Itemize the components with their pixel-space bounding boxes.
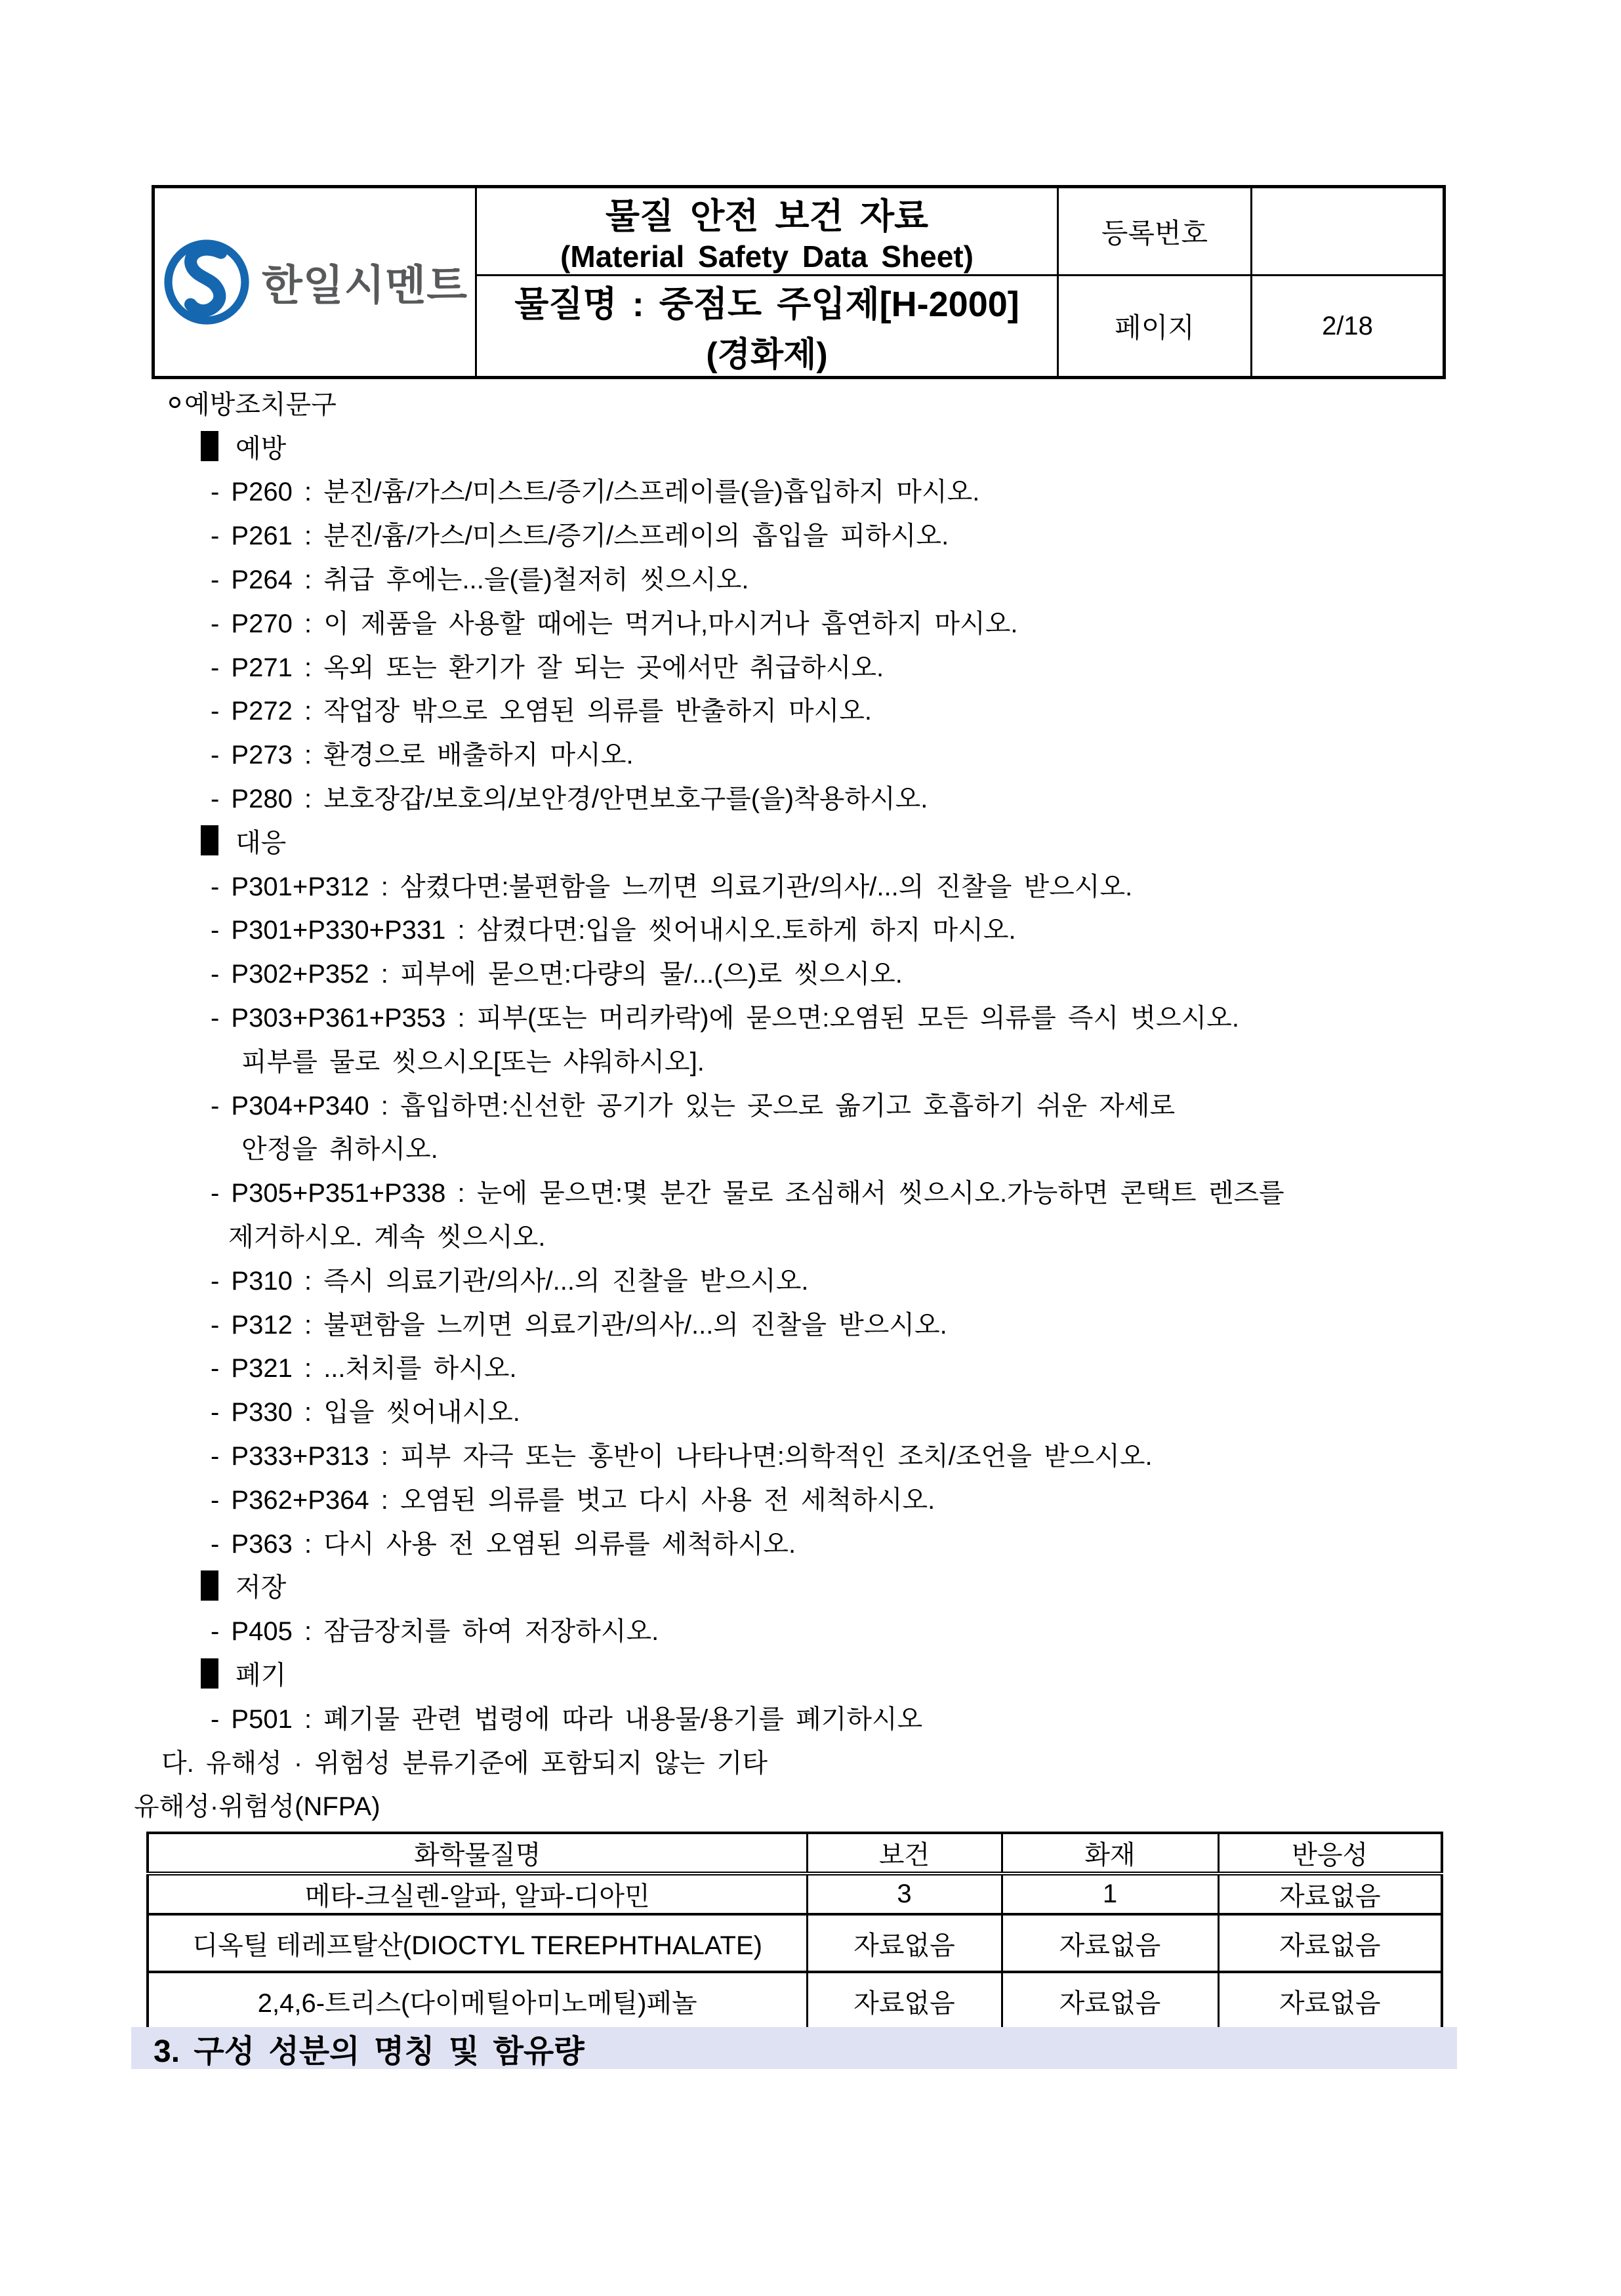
square-bullet-icon: [201, 1658, 218, 1689]
text-line-text: - P264 : 취급 후에는...을(를)철저히 씻으시오.: [211, 565, 749, 595]
nfpa-table-cell: 자료없음: [1002, 1914, 1218, 1972]
nfpa-table-row: [148, 1972, 1442, 2030]
text-line-text: - P301+P330+P331 : 삼켰다면:입을 씻어내시오.토하게 하지 마시오.: [211, 916, 1016, 945]
text-line-text: - P333+P313 : 피부 자극 또는 홍반이 나타나면:의학적인 조치/조언을 받으시오.: [211, 1442, 1153, 1471]
text-line-text: - P261 : 분진/흄/가스/미스트/증기/스프레이의 흡입을 피하시오.: [211, 522, 949, 551]
text-line: [0, 1432, 1621, 1476]
text-line: [0, 1038, 1621, 1082]
nfpa-table-row: [148, 1914, 1442, 1972]
nfpa-header-row: [148, 1833, 1442, 1874]
text-line: [0, 556, 1621, 600]
company-name: 한일시멘트: [261, 262, 468, 309]
text-line-text: - P363 : 다시 사용 전 오염된 의류를 세척하시오.: [211, 1529, 796, 1559]
nfpa-table-cell: 자료없음: [1218, 1972, 1442, 2030]
text-line-text: 피부를 물로 씻으시오[또는 샤워하시오].: [241, 1047, 705, 1076]
text-line-text: - P330 : 입을 씻어내시오.: [211, 1398, 520, 1427]
square-bullet-icon: [201, 825, 218, 855]
nfpa-column-header: 화재: [1002, 1833, 1218, 1874]
text-line-text: - P270 : 이 제품을 사용할 때에는 먹거나,마시거나 흡연하지 마시오.: [211, 609, 1018, 638]
nfpa-column-header: 반응성: [1218, 1833, 1442, 1874]
nfpa-table-cell: 자료없음: [807, 1972, 1002, 2030]
text-line: [0, 1739, 1621, 1783]
text-line: [0, 1301, 1621, 1345]
text-line-text: 예방: [236, 434, 287, 463]
document-title-korean: 물질 안전 보건 자료: [605, 197, 929, 236]
text-line: [0, 1126, 1621, 1170]
text-line-text: - P271 : 옥외 또는 환기가 잘 되는 곳에서만 취급하시오.: [211, 653, 884, 682]
text-line-text: 대응: [236, 828, 287, 857]
nfpa-table-cell: 자료없음: [1218, 1914, 1442, 1972]
nfpa-table-cell: 1: [1002, 1874, 1218, 1914]
text-line-text: 제거하시오. 계속 씻으시오.: [228, 1223, 546, 1252]
text-line-text: - P303+P361+P353 : 피부(또는 머리카락)에 묻으면:오염된 모든 의류를 즉시 벗으시오.: [211, 1004, 1239, 1033]
text-line: [0, 819, 1621, 863]
text-line-text: 유해성·위험성(NFPA): [134, 1792, 380, 1822]
nfpa-table-cell: 3: [807, 1874, 1002, 1914]
text-line-text: - P280 : 보호장갑/보호의/보안경/안면보호구를(을)착용하시오.: [211, 785, 928, 814]
text-line-text: - P405 : 잠금장치를 하여 저장하시오.: [211, 1617, 659, 1647]
text-line: [0, 775, 1621, 819]
nfpa-column-header: 화학물질명: [148, 1833, 807, 1874]
text-line: [0, 950, 1621, 994]
text-line: [0, 994, 1621, 1038]
text-line-text: - P273 : 환경으로 배출하지 마시오.: [211, 741, 634, 770]
text-line: [0, 1651, 1621, 1695]
header-table: [152, 185, 1446, 379]
text-line-text: - P501 : 폐기물 관련 법령에 따라 내용물/용기를 폐기하시오: [211, 1704, 923, 1734]
text-line: [0, 644, 1621, 687]
company-logo: [155, 237, 475, 327]
text-line: [0, 1695, 1621, 1739]
text-line-text: - P301+P312 : 삼켰다면:불편함을 느끼면 의료기관/의사/...의 진찰을 받으시오.: [211, 872, 1133, 901]
nfpa-column-header: 보건: [807, 1833, 1002, 1874]
text-line: [0, 512, 1621, 556]
text-line: [0, 1082, 1621, 1126]
text-line: [0, 1520, 1621, 1564]
square-bullet-icon: [201, 1570, 218, 1601]
text-line-text: - P260 : 분진/흄/가스/미스트/증기/스프레이를(을)흡입하지 마시오.: [211, 478, 980, 507]
text-line: [0, 1345, 1621, 1389]
text-line: [0, 1169, 1621, 1213]
page-value: 2/18: [1252, 276, 1445, 378]
registration-number-value: [1252, 187, 1445, 276]
text-line-text: - P272 : 작업장 밖으로 오염된 의류를 반출하지 마시오.: [211, 697, 872, 726]
square-bullet-icon: [201, 431, 218, 461]
text-line-text: - P362+P364 : 오염된 의류를 벗고 다시 사용 전 세척하시오.: [211, 1485, 935, 1515]
registration-number-label: 등록번호: [1058, 187, 1252, 276]
precaution-lines: [0, 380, 1621, 1826]
text-line: [0, 424, 1621, 468]
text-line: [0, 1476, 1621, 1520]
text-line-text: 폐기: [236, 1661, 287, 1690]
nfpa-table-cell: 자료없음: [1218, 1874, 1442, 1914]
nfpa-table-cell: 자료없음: [1002, 1972, 1218, 2030]
circle-bullet-icon: [169, 397, 180, 408]
text-line: [0, 1564, 1621, 1608]
text-line: [0, 600, 1621, 644]
nfpa-table-cell: 자료없음: [807, 1914, 1002, 1972]
document-title-english: (Material Safety Data Sheet): [560, 239, 974, 274]
text-line-text: - P302+P352 : 피부에 묻으면:다량의 물/...(으)로 씻으시오.: [211, 960, 903, 989]
text-line-text: - P305+P351+P338 : 눈에 묻으면:몇 분간 물로 조심해서 씻으시오.가능하면 콘택트 렌즈를: [211, 1179, 1284, 1208]
text-line: [0, 468, 1621, 512]
text-line: [0, 1257, 1621, 1301]
text-line: [0, 1783, 1621, 1827]
section-3-heading: 3. 구성 성분의 명칭 및 함유량: [131, 2027, 1457, 2069]
logo-cell: [154, 187, 476, 378]
text-line-text: 저장: [236, 1573, 287, 1603]
text-line-text: - P304+P340 : 흡입하면:신선한 공기가 있는 곳으로 옮기고 호흡하기 쉬운 자세로: [211, 1091, 1176, 1120]
title-cell-top: [476, 187, 1058, 276]
text-line-text: 예방조치문구: [184, 390, 337, 419]
nfpa-table-row: [148, 1874, 1442, 1914]
text-line-text: - P310 : 즉시 의료기관/의사/...의 진찰을 받으시오.: [211, 1266, 809, 1296]
material-name-line: 물질명 : 중점도 주입제[H-2000]: [514, 285, 1019, 324]
text-line-text: - P312 : 불편함을 느끼면 의료기관/의사/...의 진찰을 받으시오.: [211, 1310, 947, 1340]
nfpa-table-body: [148, 1874, 1442, 2030]
text-line: [0, 1213, 1621, 1257]
title-cell-bottom: [476, 276, 1058, 378]
text-line-text: - P321 : ...처치를 하시오.: [211, 1354, 517, 1384]
nfpa-table: [146, 1832, 1443, 2031]
text-line-text: 다. 유해성 · 위험성 분류기준에 포함되지 않는 기타: [161, 1748, 768, 1778]
nfpa-table-head: [148, 1833, 1442, 1874]
text-line: [0, 1388, 1621, 1432]
text-line: [0, 731, 1621, 775]
text-line: [0, 863, 1621, 907]
text-line: [0, 687, 1621, 731]
material-sub-line: (경화제): [706, 336, 828, 374]
text-line: [0, 380, 1621, 424]
text-line: [0, 907, 1621, 951]
page-label: 페이지: [1058, 276, 1252, 378]
text-line: [0, 1607, 1621, 1651]
nfpa-table-cell: 디옥틸 테레프탈산(DIOCTYL TEREPHTHALATE): [148, 1914, 807, 1972]
hanil-cement-s-icon: [162, 237, 251, 327]
nfpa-table-cell: 메타-크실렌-알파, 알파-디아민: [148, 1874, 807, 1914]
nfpa-table-cell: 2,4,6-트리스(다이메틸아미노메틸)페놀: [148, 1972, 807, 2030]
text-line-text: 안정을 취하시오.: [241, 1135, 438, 1164]
